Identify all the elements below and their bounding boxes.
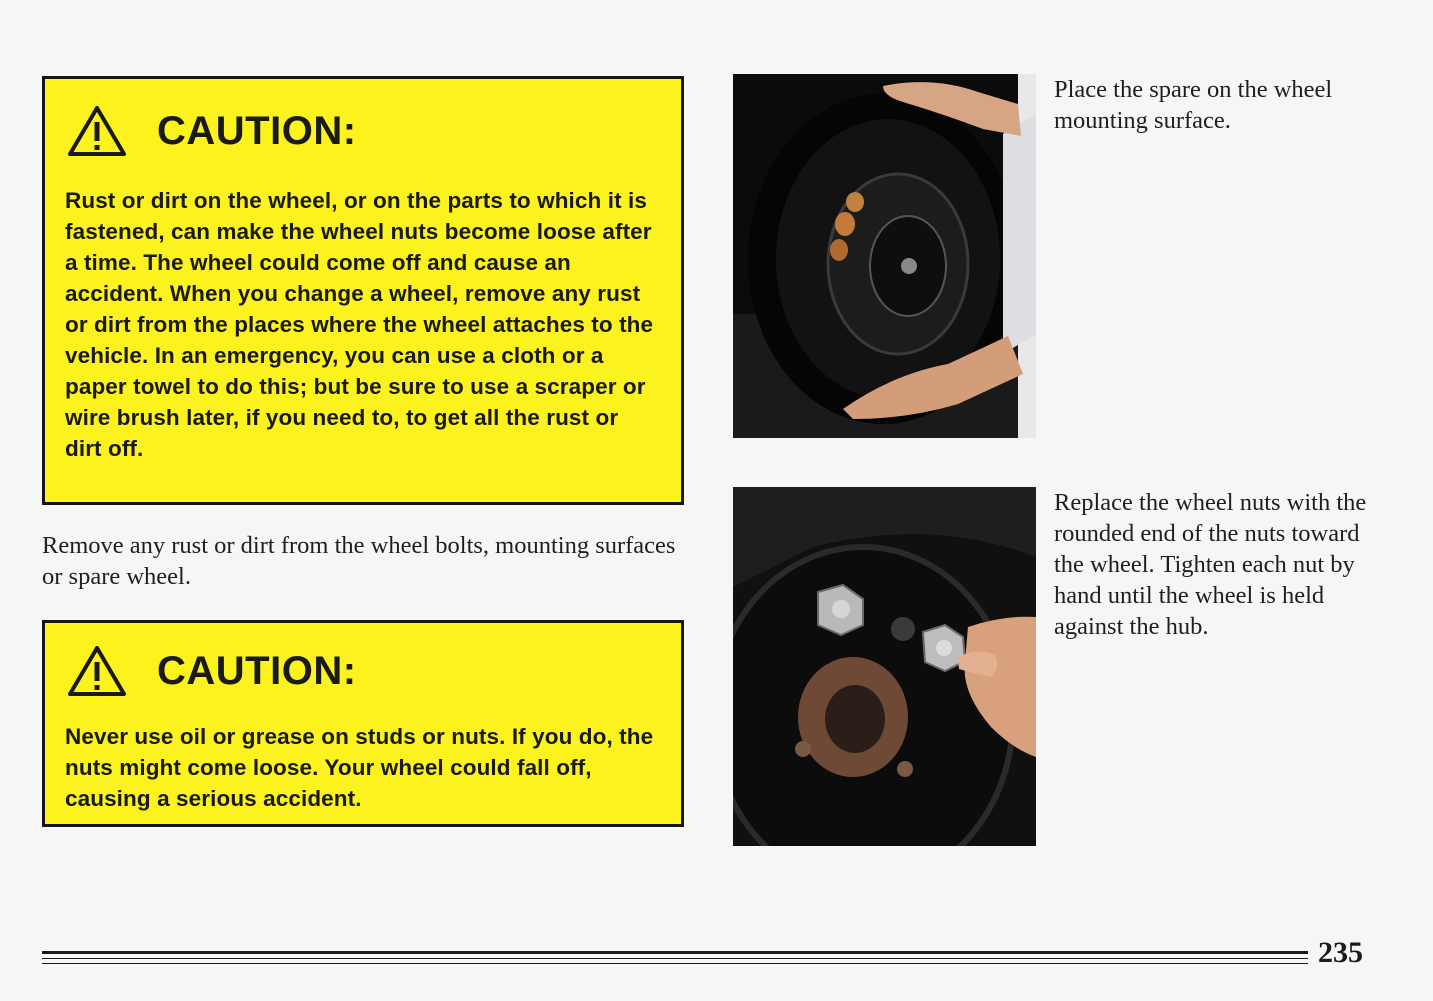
page-number: 235 — [1318, 936, 1363, 969]
wheel-nut-installation-photo — [733, 487, 1036, 846]
spare-wheel-mounting-photo — [733, 74, 1036, 438]
caution-title: CAUTION: — [157, 649, 357, 693]
step-caption: Replace the wheel nuts with the rounded end of the nuts toward the wheel. Tighten each nut by hand until the wheel is held against the hub. — [1054, 489, 1367, 640]
footer-rule — [42, 951, 1308, 954]
step-caption: Place the spare on the wheel mounting surface. — [1054, 76, 1333, 134]
caution-box-rust — [42, 76, 684, 505]
warning-triangle-icon — [67, 105, 127, 157]
footer-rule — [42, 963, 1308, 964]
caution-text: Never use oil or grease on studs or nuts. If you do, the nuts might come loose. Your wheel could fall off, causing a serious accident. — [65, 724, 654, 811]
caution-box-oil — [42, 620, 684, 827]
caution-header — [65, 641, 657, 701]
warning-triangle-icon — [67, 645, 127, 697]
caution-text: Rust or dirt on the wheel, or on the parts to which it is fastened, can make the wheel nuts become loose after a time. The wheel could come off and cause an accident. When you change a wheel, remove any rust or dirt from the places where the wheel attaches to the vehicle. In an emergency, you can use a cloth or a paper towel to do this; but be sure to use a scraper or wire brush later, if you need to, to get all the rust or dirt off. — [65, 188, 654, 461]
caution-title: CAUTION: — [157, 109, 357, 153]
footer-rule — [42, 958, 1308, 959]
instruction-paragraph: Remove any rust or dirt from the wheel bolts, mounting surfaces or spare wheel. — [42, 532, 676, 590]
caution-header — [65, 101, 657, 161]
